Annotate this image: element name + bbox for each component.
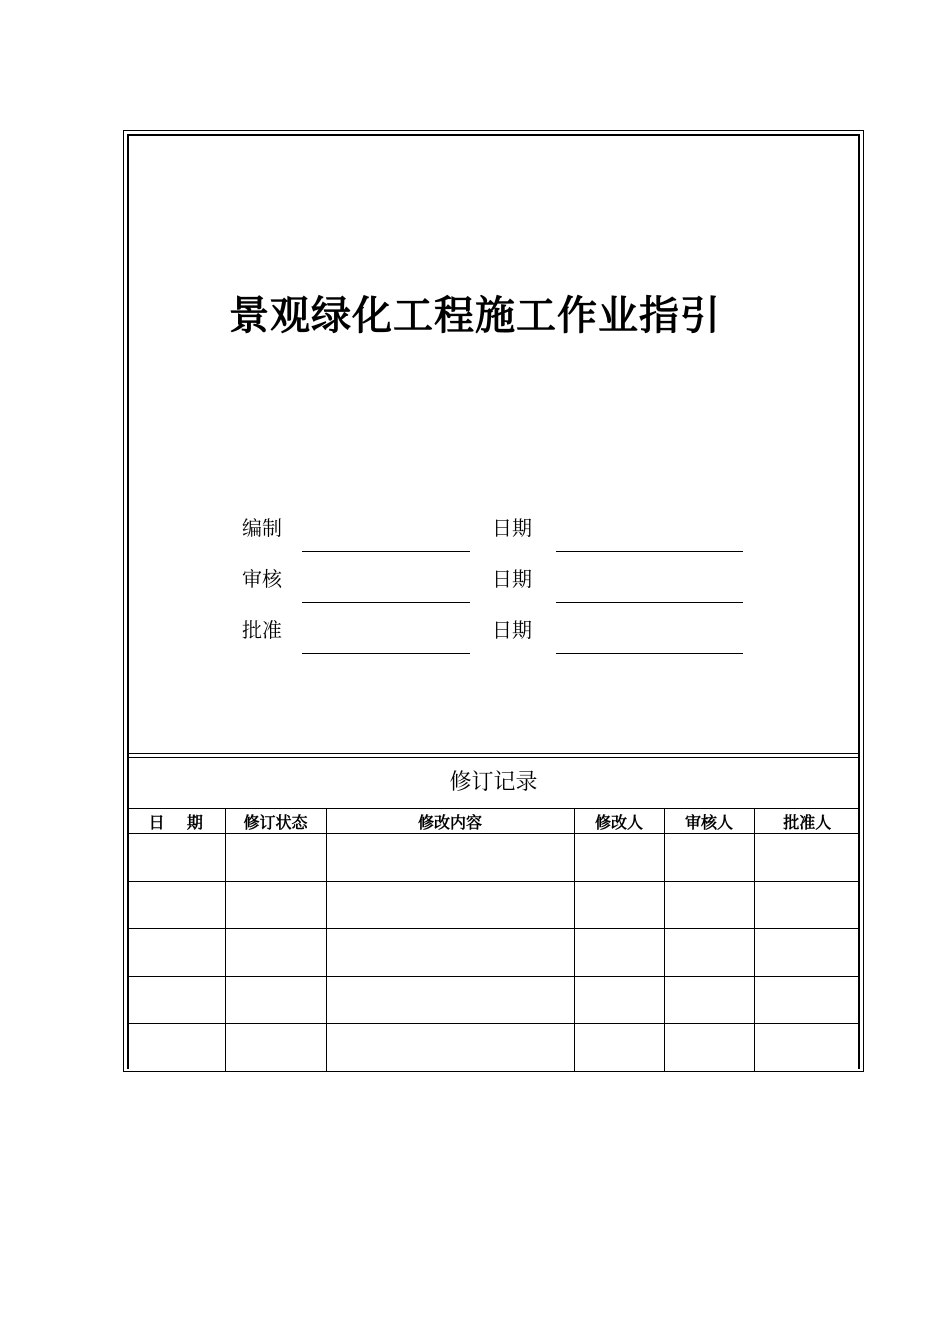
table-cell (664, 976, 754, 1024)
table-row (127, 976, 860, 1024)
table-cell (754, 881, 860, 929)
revision-record-title: 修订记录 (449, 770, 538, 795)
signoff-date-label-approve: 日期 (492, 618, 532, 642)
table-cell (127, 976, 225, 1024)
table-cell (664, 834, 754, 882)
column-header-modifier: 修改人 (574, 809, 664, 834)
table-cell (127, 929, 225, 977)
table-cell (326, 929, 574, 977)
table-cell (574, 929, 664, 977)
table-cell (127, 834, 225, 882)
signoff-line-compile (302, 551, 470, 552)
signoff-date-line-approve (556, 653, 743, 654)
signoff-label-approve: 批准 (242, 618, 282, 642)
table-cell (664, 881, 754, 929)
table-header-row (127, 809, 860, 834)
signoff-line-review (302, 602, 470, 603)
table-cell (326, 881, 574, 929)
revision-record-table (127, 808, 860, 1072)
table-cell (225, 881, 326, 929)
section-divider (129, 757, 858, 758)
table-cell (225, 976, 326, 1024)
table-cell (754, 834, 860, 882)
table-row (127, 929, 860, 977)
section-divider (129, 753, 858, 754)
table-cell (574, 1024, 664, 1072)
table-cell (326, 976, 574, 1024)
table-row (127, 1024, 860, 1072)
column-header-date: 日 期 (127, 809, 225, 834)
column-header-reviewer: 审核人 (664, 809, 754, 834)
table-cell (574, 834, 664, 882)
table-row (127, 834, 860, 882)
signoff-label-compile: 编制 (242, 516, 282, 540)
table-cell (664, 1024, 754, 1072)
table-cell (127, 1024, 225, 1072)
table-row (127, 881, 860, 929)
table-cell (664, 929, 754, 977)
table-cell (754, 976, 860, 1024)
signoff-date-label-review: 日期 (492, 567, 532, 591)
table-cell (754, 929, 860, 977)
column-header-revision-status: 修订状态 (225, 809, 326, 834)
signoff-date-line-compile (556, 551, 743, 552)
document-title: 景观绿化工程施工作业指引 (229, 293, 721, 339)
table-cell (326, 834, 574, 882)
table-cell (225, 834, 326, 882)
column-header-approver: 批准人 (754, 809, 860, 834)
signoff-line-approve (302, 653, 470, 654)
table-cell (754, 1024, 860, 1072)
signoff-date-label-compile: 日期 (492, 516, 532, 540)
signoff-label-review: 审核 (242, 567, 282, 591)
table-cell (574, 976, 664, 1024)
table-cell (127, 881, 225, 929)
signoff-date-line-review (556, 602, 743, 603)
table-cell (326, 1024, 574, 1072)
table-cell (225, 1024, 326, 1072)
table-cell (574, 881, 664, 929)
column-header-change-content: 修改内容 (326, 809, 574, 834)
table-cell (225, 929, 326, 977)
